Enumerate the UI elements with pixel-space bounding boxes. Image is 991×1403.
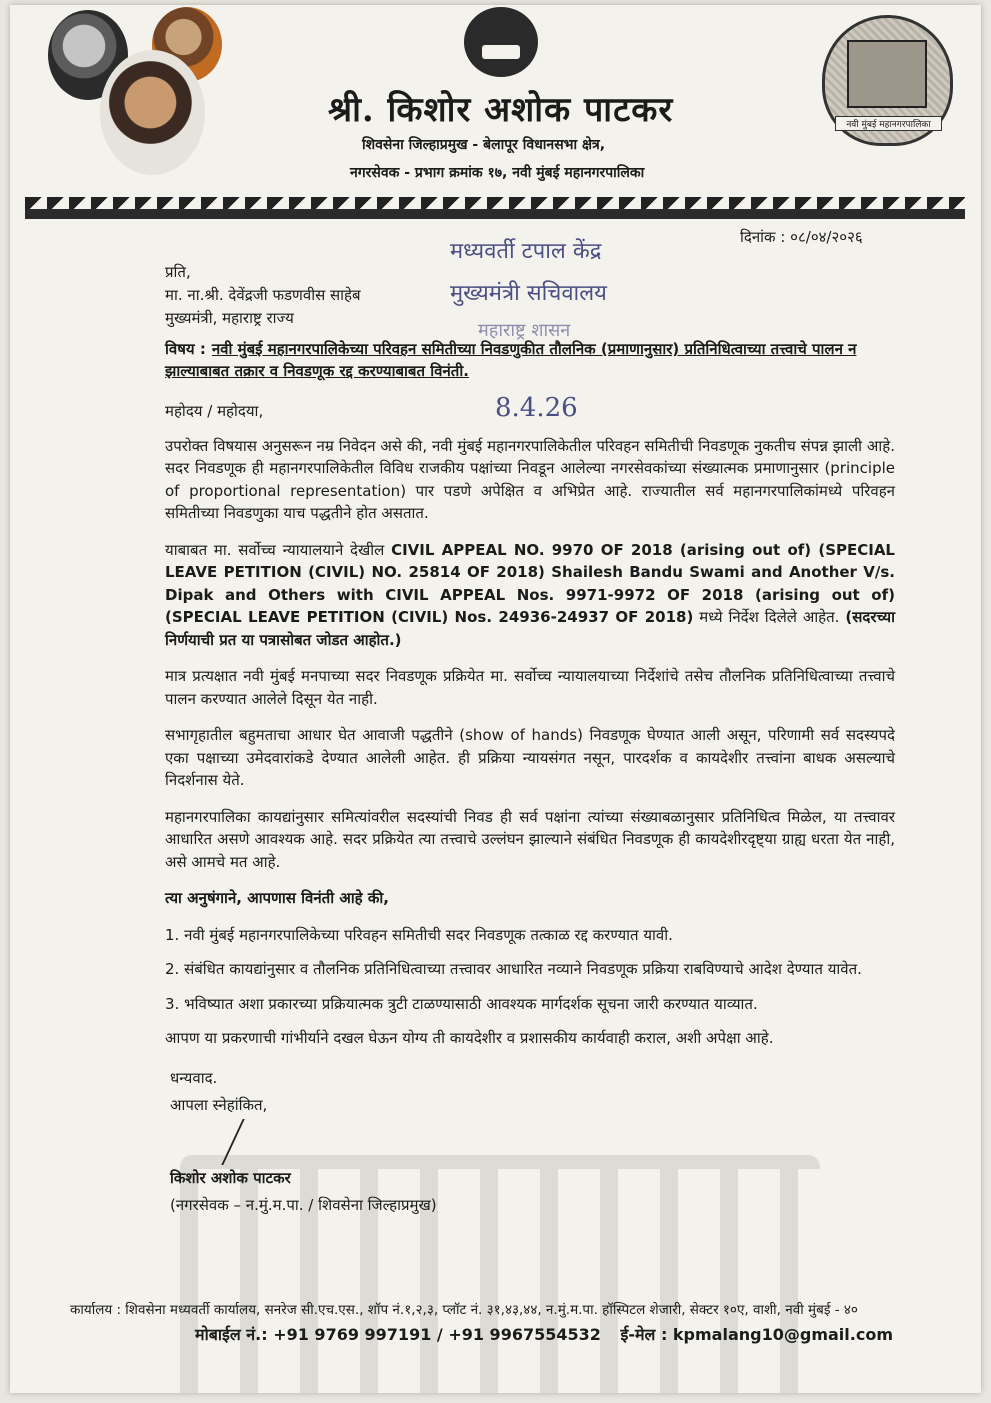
signature-block bbox=[170, 1065, 437, 1219]
decorative-border bbox=[25, 197, 965, 219]
party-emblem-icon bbox=[462, 7, 540, 82]
subject-line bbox=[165, 338, 895, 382]
signatory-name: किशोर अशोक पाटकर bbox=[170, 1169, 291, 1187]
signatory-title: (नगरसेवक – न.मुं.म.पा. / शिवसेना जिल्हाप्रमुख) bbox=[170, 1196, 437, 1214]
footer-email: ई-मेल : kpmalang10@gmail.com bbox=[620, 1325, 893, 1344]
received-stamp-line-1: मध्यवर्ती टपाल केंद्र bbox=[450, 239, 602, 264]
request-item-3: 3. भविष्यात अशा प्रकारच्या प्रक्रियात्मक त्रुटी टाळण्यासाठी आवश्यक मार्गदर्शक सूचना जारी करण्यात याव्यात. bbox=[165, 994, 758, 1013]
request-item-2: 2. संबंधित कायद्यांनुसार व तौलनिक प्रतिनिधित्वाच्या तत्त्वावर आधारित नव्याने निवडणूक प्रक्रिया राबविण्याचे आदेश देण्यात यावेत. bbox=[165, 960, 862, 978]
corporation-logo-label: नवी मुंबई महानगरपालिका bbox=[835, 116, 942, 131]
received-stamp-line-2: मुख्यमंत्री सचिवालय bbox=[450, 281, 607, 306]
subject-label: विषय : bbox=[165, 340, 206, 358]
received-stamp-date: 8.4.26 bbox=[495, 393, 578, 423]
letterhead-line-1: शिवसेना जिल्हाप्रमुख - बेलापूर विधानसभा क्षेत्र, bbox=[362, 137, 606, 153]
letter-page bbox=[10, 5, 981, 1393]
paragraph-2-start: याबाबत मा. सर्वोच्च न्यायालयाने देखील bbox=[165, 540, 385, 559]
request-list bbox=[165, 924, 895, 1050]
footer-contact bbox=[195, 1323, 907, 1345]
paragraph-2-case-citation: CIVIL APPEAL NO. 9970 OF 2018 (arising out of) (SPECIAL LEAVE PETITION (CIVIL) NO. 25814 OF 2018) Shailesh Bandu Swami and Another V/s. Dipak and Others with CIVIL APPEAL Nos. 9971-9972 OF 2018 (arising out of) (SPECIAL LEAVE PETITION (CIVIL) Nos. 24936-24937 OF 2018) bbox=[165, 540, 895, 626]
paragraph-5: महानगरपालिका कायद्यांनुसार समित्यांवरील सदस्यांची निवड ही सर्व पक्षांना त्यांच्या संख्याबळानुसार प्रतिनिधित्व मिळेल, या तत्त्वावर आधारित असणे आवश्यक आहे. सदर प्रक्रियेत त्या तत्त्वाचे उल्लंघन झाल्याने संबंधित निवडणूक ही कायदेशीरदृष्ट्या ग्राह्य धरता येत नाही, असे आमचे मत आहे. bbox=[165, 807, 895, 871]
recipient-name: मा. ना.श्री. देवेंद्रजी फडणवीस साहेब bbox=[165, 286, 361, 304]
salutation: महोदय / महोदया, bbox=[165, 402, 264, 420]
recipient-prefix: प्रति, bbox=[165, 263, 191, 281]
leader-photo-3 bbox=[100, 50, 205, 175]
subject-text: नवी मुंबई महानगरपालिकेच्या परिवहन समितीच्या निवडणुकीत तौलनिक (प्रमाणानुसार) प्रतिनिधित्वाच्या तत्त्वाचे पालन न झाल्याबाबत तक्रार व निवडणूक रद्द करण्याबाबत विनंती. bbox=[165, 340, 857, 380]
footer-mobile: मोबाईल नं.: +91 9769 997191 / +91 9967554532 bbox=[195, 1325, 601, 1344]
footer-address: कार्यालय : शिवसेना मध्यवर्ती कार्यालय, सनरेज सी.एच.एस., शॉप नं.१,२,३, प्लॉट नं. ३१,४३,४४, न.मुं.म.पा. हॉस्पिटल शेजारी, सेक्टर १०ए, वाशी, नवी मुंबई - ४० bbox=[70, 1302, 858, 1318]
corporation-logo-icon bbox=[822, 15, 953, 146]
letter-body bbox=[165, 400, 895, 1062]
thanks-text: धन्यवाद. bbox=[170, 1069, 218, 1087]
paragraph-1: उपरोक्त विषयास अनुसरून नम्र निवेदन असे की, नवी मुंबई महानगरपालिकेतील परिवहन समितीची निवडणूक नुकतीच संपन्न झाली आहे. सदर निवडणूक ही महानगरपालिकेतील विविध राजकीय पक्षांच्या निवडून आलेल्या नगरसेवकांच्या संख्यात्मक प्रमाणानुसार (principle of proportional representation) पार पडणे अपेक्षित व अभिप्रेत आहे. राज्यातील सर्व महानगरपालिकांमध्ये परिवहन समितीच्या निवडणुका याच पद्धतीने होत असतात. bbox=[165, 436, 895, 522]
request-item-1: 1. नवी मुंबई महानगरपालिकेच्या परिवहन समितीची सदर निवडणूक तत्काळ रद्द करण्यात यावी. bbox=[165, 925, 673, 944]
paragraph-2-mid: मध्ये निर्देश दिलेले आहेत. bbox=[699, 608, 840, 626]
paragraph-2-end: (सदरच्या निर्णयाची प्रत या पत्रासोबत जोडत आहोत.) bbox=[165, 608, 895, 649]
paragraph-4: सभागृहातील बहुमताचा आधार घेत आवाजी पद्धतीने (show of hands) निवडणूक घेण्यात आली असून, परिणामी सर्व सदस्यपदे एका पक्षाच्या उमेदवारांकडे देण्यात आलेली आहेत. ही प्रक्रिया न्यायसंगत नसून, पारदर्शक व कायदेशीर तत्त्वांना बाधक असल्याचे निदर्शनास येते. bbox=[165, 726, 895, 789]
paragraph-3: मात्र प्रत्यक्षात नवी मुंबई मनपाच्या सदर निवडणूक प्रक्रियेत मा. सर्वोच्च न्यायालयाच्या निर्देशांचे तसेच तौलनिक प्रतिनिधित्वाच्या तत्त्वाचे पालन करण्यात आलेले दिसून येत नाही. bbox=[165, 667, 895, 708]
letterhead-line-2: नगरसेवक - प्रभाग क्रमांक १७, नवी मुंबई महानगरपालिका bbox=[350, 165, 645, 181]
leader-photos bbox=[40, 5, 230, 180]
recipient-designation: मुख्यमंत्री, महाराष्ट्र राज्य bbox=[165, 309, 294, 327]
yours-text: आपला स्नेहांकित, bbox=[170, 1096, 268, 1114]
request-heading: त्या अनुषंगाने, आपणास विनंती आहे की, bbox=[165, 889, 389, 907]
recipient-block bbox=[165, 261, 361, 330]
letterhead-name: श्री. किशोर अशोक पाटकर bbox=[328, 90, 674, 130]
received-stamp-line-3: महाराष्ट्र शासन bbox=[478, 320, 571, 341]
paragraph-2 bbox=[165, 539, 895, 652]
closing-line: आपण या प्रकरणाची गांभीर्याने दखल घेऊन योग्य ती कायदेशीर व प्रशासकीय कार्यवाही कराल, अशी अपेक्षा आहे. bbox=[165, 1029, 774, 1047]
signature-mark bbox=[170, 1119, 437, 1165]
letter-date: दिनांक : ०८/०४/२०२६ bbox=[740, 228, 863, 246]
